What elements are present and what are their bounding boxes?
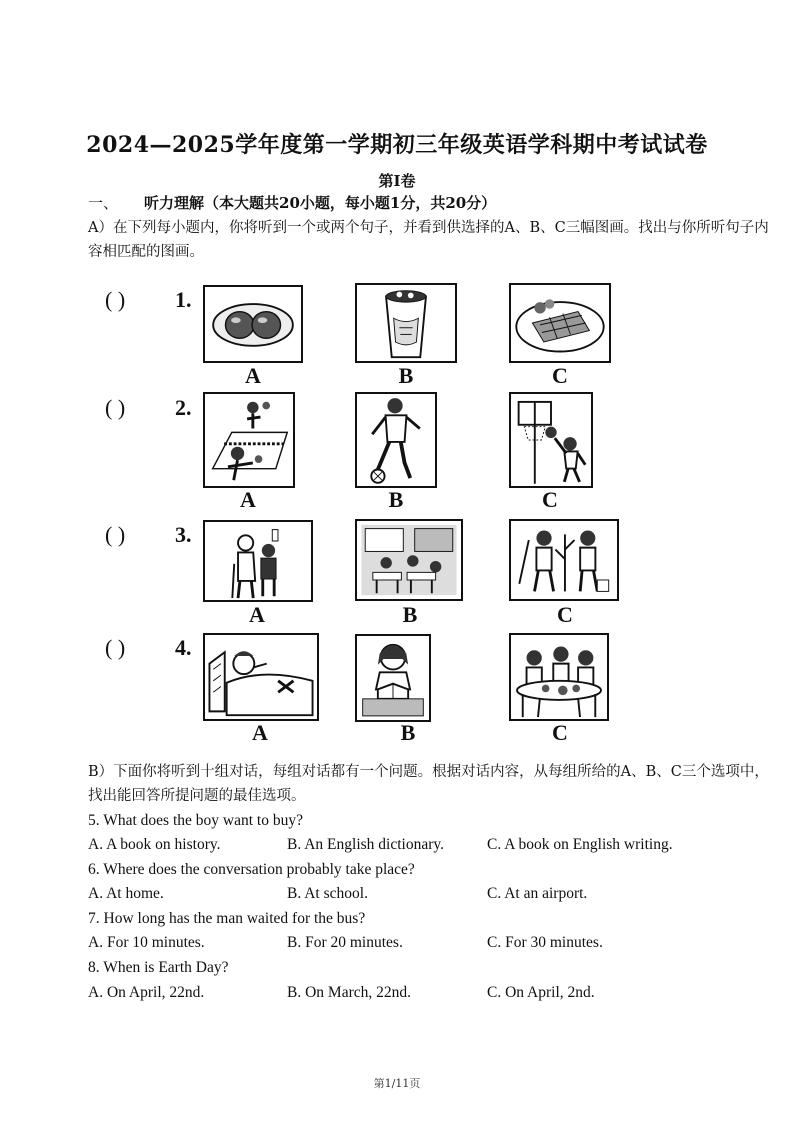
option-letter: A bbox=[240, 487, 256, 512]
food-plate-icon bbox=[511, 285, 609, 361]
option-b[interactable]: B. On March, 22nd. bbox=[287, 984, 411, 1001]
question-6: 6. Where does the conversation probably take place? bbox=[88, 861, 415, 878]
option-c[interactable]: C. On April, 2nd. bbox=[487, 984, 595, 1001]
option-a[interactable]: A. On April, 22nd. bbox=[88, 984, 205, 1001]
option-b[interactable]: B. At school. bbox=[287, 885, 368, 902]
picture-option bbox=[203, 392, 295, 488]
part-b-instruction: B）下面你将听到十组对话，每组对话都有一个问题。根据对话内容，从每组所给的A、B、C三个选项中，找出能回答所提问题的最佳选项。 bbox=[88, 764, 769, 804]
answer-blank[interactable]: ( ) bbox=[105, 522, 126, 547]
option-letter: C bbox=[557, 602, 573, 627]
family-dinner-icon bbox=[511, 635, 607, 719]
picture-option bbox=[509, 283, 611, 363]
page-number: 第1/11页 bbox=[373, 1077, 421, 1090]
picture-option bbox=[203, 520, 313, 602]
planting-trees-icon bbox=[511, 521, 617, 599]
part-a-instruction: A）在下列每小题内，你将听到一个或两个句子，并看到供选择的A、B、C三幅图画。找出与你所听句子内容相匹配的图画。 bbox=[88, 220, 769, 260]
picture-option bbox=[355, 519, 463, 601]
option-letter: B bbox=[402, 602, 418, 627]
question-number: 3. bbox=[175, 522, 192, 547]
answer-blank[interactable]: ( ) bbox=[105, 287, 126, 312]
picture-option bbox=[203, 633, 319, 721]
option-letter: B bbox=[388, 487, 404, 512]
picture-option bbox=[355, 634, 431, 722]
sick-in-bed-icon bbox=[205, 635, 317, 719]
question-number: 2. bbox=[175, 395, 192, 420]
soccer-player-icon bbox=[357, 394, 435, 486]
exam-title: 2024—2025学年度第一学期初三年级英语学科期中考试试卷 bbox=[86, 132, 708, 158]
picture-option bbox=[203, 285, 303, 363]
helping-old-man-icon bbox=[205, 522, 311, 600]
section-title: 听力理解（本大题共20小题，每小题1分，共20分） bbox=[144, 194, 497, 212]
picture-option bbox=[355, 283, 457, 363]
option-letter: A bbox=[245, 363, 261, 388]
option-c[interactable]: C. At an airport. bbox=[487, 885, 588, 902]
option-letter: B bbox=[398, 363, 414, 388]
picture-option bbox=[509, 633, 609, 721]
answer-blank[interactable]: ( ) bbox=[105, 635, 126, 660]
option-letter: A bbox=[252, 720, 268, 745]
option-a[interactable]: A. At home. bbox=[88, 885, 164, 902]
option-letter: A bbox=[249, 602, 265, 627]
option-a[interactable]: A. For 10 minutes. bbox=[88, 934, 205, 951]
question-number: 1. bbox=[175, 287, 192, 312]
option-letter: C bbox=[552, 720, 568, 745]
option-c[interactable]: C. For 30 minutes. bbox=[487, 934, 603, 951]
ping-pong-icon bbox=[205, 394, 293, 486]
picture-option bbox=[509, 519, 619, 601]
question-number: 4. bbox=[175, 635, 192, 660]
section-heading bbox=[88, 192, 496, 213]
answer-blank[interactable]: ( ) bbox=[105, 395, 126, 420]
option-letter: C bbox=[552, 363, 568, 388]
option-b[interactable]: B. For 20 minutes. bbox=[287, 934, 403, 951]
volume-label: 第I卷 bbox=[378, 172, 416, 190]
picture-option bbox=[509, 392, 593, 488]
question-7: 7. How long has the man waited for the bus? bbox=[88, 910, 366, 927]
picture-option bbox=[355, 392, 437, 488]
option-letter: B bbox=[400, 720, 416, 745]
classroom-icon bbox=[357, 521, 461, 599]
question-5: 5. What does the boy want to buy? bbox=[88, 812, 303, 829]
option-a[interactable]: A. A book on history. bbox=[88, 836, 221, 853]
section-number: 一、 bbox=[88, 194, 119, 212]
question-8: 8. When is Earth Day? bbox=[88, 959, 229, 976]
girl-reading-icon bbox=[357, 636, 429, 720]
eggs-plate-icon bbox=[205, 287, 301, 361]
option-letter: C bbox=[542, 487, 558, 512]
option-b[interactable]: B. An English dictionary. bbox=[287, 836, 444, 853]
soda-cup-icon bbox=[357, 285, 455, 361]
basketball-boy-icon bbox=[511, 394, 591, 486]
option-c[interactable]: C. A book on English writing. bbox=[487, 836, 673, 853]
